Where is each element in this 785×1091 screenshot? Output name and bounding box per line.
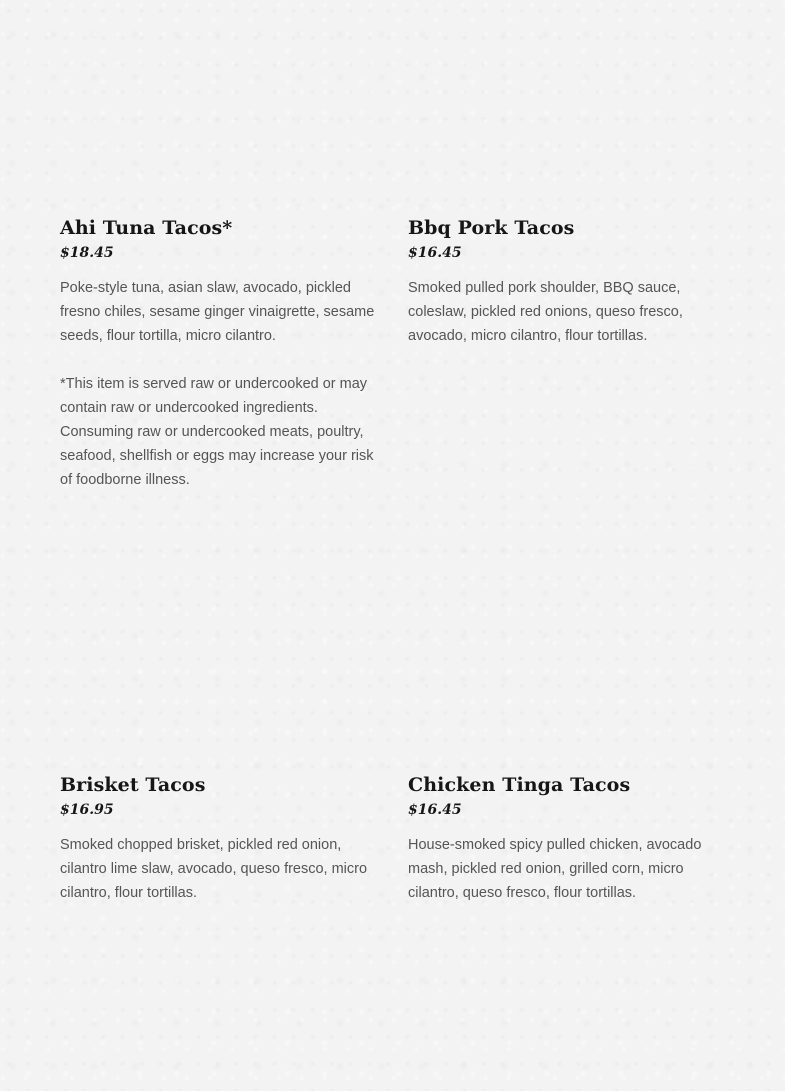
- item-price: $16.95: [60, 802, 114, 818]
- item-description: Smoked pulled pork shoulder, BBQ sauce, coleslaw, pickled red onions, queso fresco, avocado, micro cilantro, flour tortillas.: [408, 280, 683, 344]
- item-price: $16.45: [408, 802, 462, 818]
- item-description: Poke-style tuna, asian slaw, avocado, pickled fresno chiles, sesame ginger vinaigrette, sesame seeds, flour tortilla, micro cilantro.: [60, 280, 375, 344]
- item-name: Bbq Pork Tacos: [408, 217, 575, 239]
- item-price: $16.45: [408, 245, 462, 261]
- menu-item-chicken-tinga-tacos: [408, 772, 723, 905]
- item-name: Chicken Tinga Tacos: [408, 774, 631, 796]
- item-description: House-smoked spicy pulled chicken, avocado mash, pickled red onion, grilled corn, micro cilantro, queso fresco, flour tortillas.: [408, 837, 702, 901]
- item-description: Smoked chopped brisket, pickled red onion, cilantro lime slaw, avocado, queso fresco, micro cilantro, flour tortillas.: [60, 837, 368, 901]
- item-price: $18.45: [60, 245, 114, 261]
- menu-item-bbq-pork-tacos: [408, 215, 728, 348]
- item-name: Brisket Tacos: [60, 774, 206, 796]
- menu-item-ahi-tuna-tacos: [60, 215, 380, 492]
- menu-item-brisket-tacos: [60, 772, 380, 905]
- item-name: Ahi Tuna Tacos*: [60, 217, 233, 239]
- raw-food-warning-note: *This item is served raw or undercooked or may contain raw or undercooked ingredients. Consuming raw or undercooked meats, poultry, seafood, shellfish or eggs may increase your risk of foodborne illness.: [60, 376, 374, 488]
